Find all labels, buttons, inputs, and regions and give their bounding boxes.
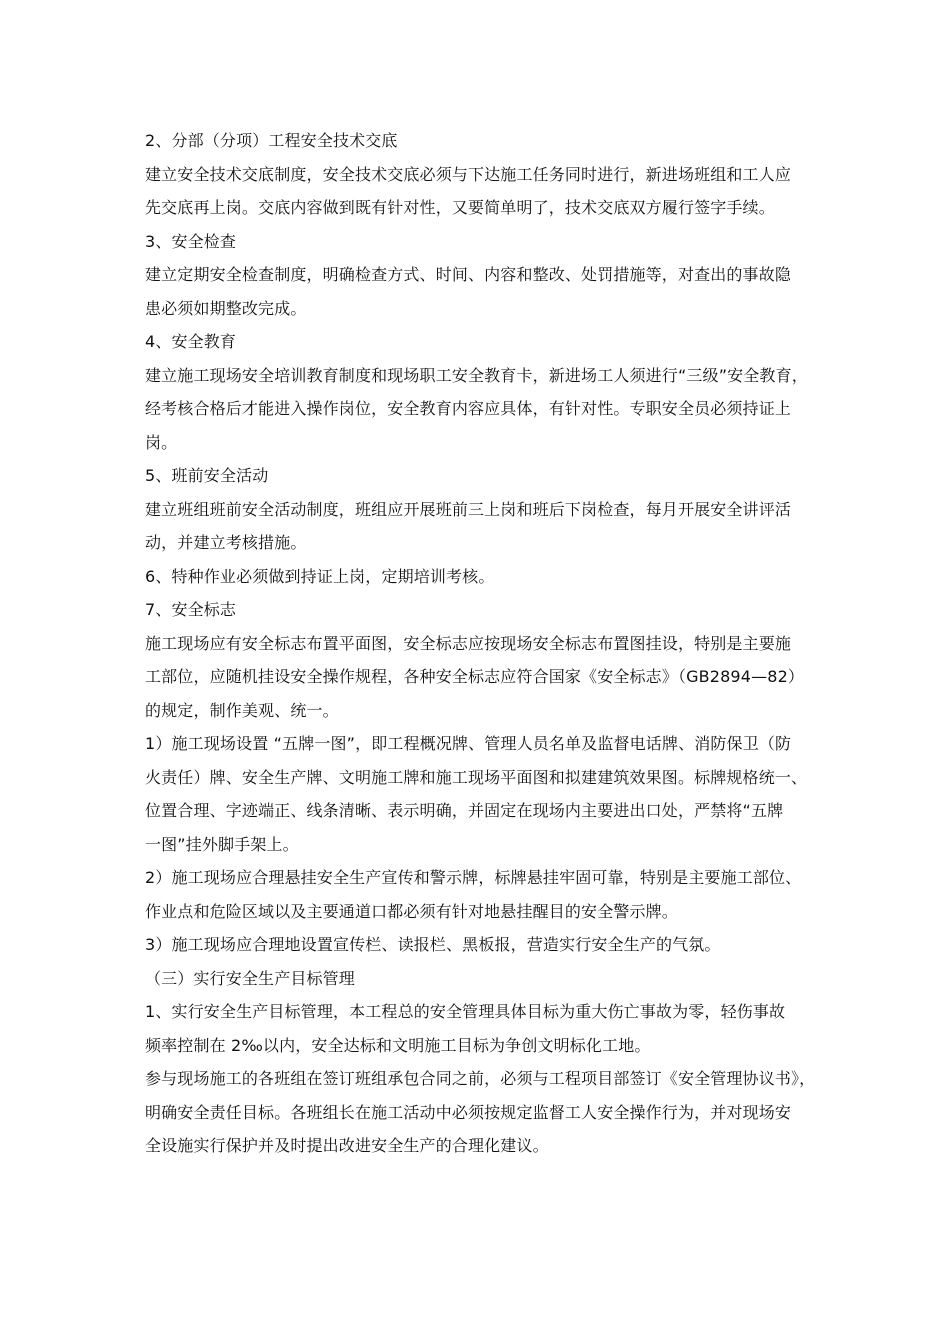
- list-item-line: 一图”挂外脚手架上。: [145, 834, 299, 854]
- list-item-line: 火责任）牌、安全生产牌、文明施工牌和施工现场平面图和拟建建筑效果图。标牌规格统一、: [145, 767, 808, 787]
- paragraph-line: 患必须如期整改完成。: [145, 298, 307, 318]
- paragraph-line: 明确安全责任目标。各班组长在施工活动中必须按规定监督工人安全操作行为，并对现场安: [145, 1102, 792, 1122]
- list-item-line: 2）施工现场应合理悬挂安全生产宣传和警示牌，标牌悬挂牢固可靠，特别是主要施工部位、: [145, 868, 802, 887]
- paragraph-line: 工部位，应随机挂设安全操作规程，各种安全标志应符合国家《安全标志》（GB2894—82）: [145, 667, 805, 686]
- paragraph-line: 1、实行安全生产目标管理，本工程总的安全管理具体目标为重大伤亡事故为零，轻伤事故: [145, 1002, 786, 1021]
- section-heading: 2、分部（分项）工程安全技术交底: [145, 131, 398, 150]
- paragraph-line: 先交底再上岗。交底内容做到既有针对性，又要简单明了，技术交底双方履行签字手续。: [145, 198, 775, 217]
- list-item-line: 作业点和危险区域以及主要通道口都必须有针对地悬挂醒目的安全警示牌。: [145, 901, 678, 921]
- paragraph-line: 建立班组班前安全活动制度，班组应开展班前三上岗和班后下岗检查，每月开展安全讲评活: [145, 499, 792, 519]
- paragraph-line: 建立定期安全检查制度，明确检查方式、时间、内容和整改、处罚措施等，对查出的事故隐: [145, 265, 792, 284]
- paragraph-line: 岗。: [145, 432, 178, 452]
- section-heading: 6、特种作业必须做到持证上岗，定期培训考核。: [145, 566, 495, 586]
- paragraph-line: 施工现场应有安全标志布置平面图，安全标志应按现场安全标志布置图挂设，特别是主要施: [145, 633, 792, 653]
- section-heading: 7、安全标志: [145, 600, 237, 619]
- section-heading: （三）实行安全生产目标管理: [145, 968, 355, 988]
- paragraph-line: 频率控制在 2‰以内，安全达标和文明施工目标为争创文明标化工地。: [145, 1035, 651, 1055]
- paragraph-line: 的规定，制作美观、统一。: [145, 700, 339, 720]
- section-heading: 4、安全教育: [145, 332, 237, 351]
- list-item-line: 位置合理、字迹端正、线条清晰、表示明确，并固定在现场内主要进出口处，严禁将“五牌: [145, 801, 784, 820]
- list-item-line: 3）施工现场应合理地设置宣传栏、读报栏、黑板报，营造实行安全生产的气氛。: [145, 935, 721, 954]
- paragraph-line: 动，并建立考核措施。: [145, 533, 307, 552]
- document-body: [145, 124, 815, 1163]
- section-heading: 5、班前安全活动: [145, 466, 269, 485]
- paragraph-line: 参与现场施工的各班组在签订班组承包合同之前，必须与工程项目部签订《安全管理协议书》，: [145, 1069, 816, 1088]
- paragraph-line: 经考核合格后才能进入操作岗位，安全教育内容应具体，有针对性。专职安全员必须持证上: [145, 399, 792, 418]
- section-heading: 3、安全检查: [145, 231, 237, 251]
- list-item-line: 1）施工现场设置 “五牌一图”，即工程概况牌、管理人员名单及监督电话牌、消防保卫（防: [145, 734, 792, 753]
- paragraph-line: 全设施实行保护并及时提出改进安全生产的合理化建议。: [145, 1136, 549, 1155]
- paragraph-line: 建立施工现场安全培训教育制度和现场职工安全教育卡，新进场工人须进行“三级”安全教育，: [145, 365, 808, 385]
- paragraph-line: 建立安全技术交底制度，安全技术交底必须与下达施工任务同时进行，新进场班组和工人应: [145, 164, 792, 184]
